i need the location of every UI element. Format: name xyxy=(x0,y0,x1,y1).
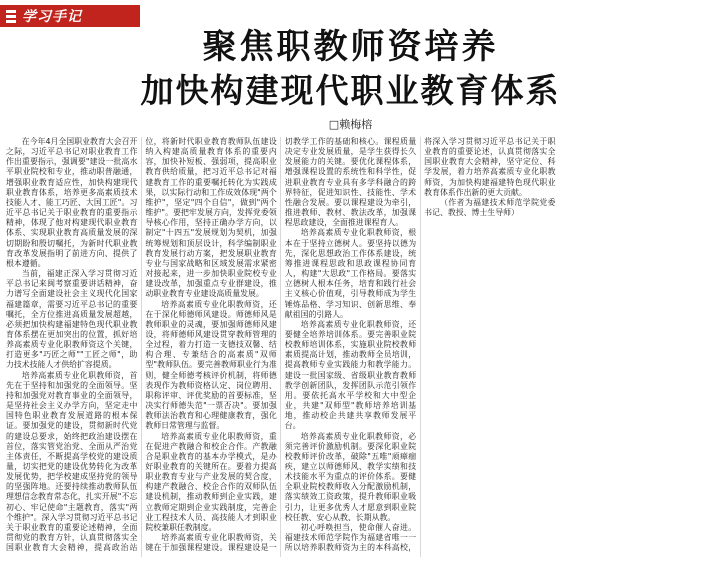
paragraph: 培养高素质专业化职教师资，重在促进产教融合和校企合作。产教融合是职业教育的基本办学模式，是办好职业教育的关键所在。要着力提高职业教育专业与产业发展的契合度，构建产教融合、校企合作的双师队伍建设机制，推动教师到企业实践，建立教师定期到企业实践制度，完善企业工程技术人员、高技能人才到职业院校兼职任教制度。 xyxy=(145,431,277,532)
paragraph: 在今年4月全国职业教育大会召开之际，习近平总书记对职业教育工作作出重要指示，强调要"建设一批高水平职业院校和专业，推动职普融通，增强职业教育适应性，加快构建现代职业教育体系，培养更多高素质技术技能人才、能工巧匠、大国工匠"。习近平总书记关于职业教育的重要指示精神，体现了他对构建现代职业教育体系、实现职业教育高质量发展的深切期盼和殷切嘱托，为新时代职业教育改革发展指明了前进方向、提供了根本遵循。 xyxy=(6,137,138,268)
article-body xyxy=(6,137,695,557)
paragraph: 培养高素质专业化职教师资，还在于深化师德师风建设。师德师风是教师职业的灵魂，要加强师德师风建设，将师德师风建设贯穿教师管理的全过程，着力打造一支德技双馨、结构合理、专兼结合的高素质"双师型"教师队伍。要完善教师职业行为准则，健全师德考核评价机制，将师德表现作为教师资格认定、岗位聘用、职称评审、评优奖励的首要标准，坚决实行师德失范"一票否决"。要加强教师法治教育和心理健康教育，强化教师日常管理与监督。 xyxy=(145,299,277,431)
paragraph: 培养高素质专业化职教师资，必须完善评价激励机制。要深化职业院校教师评价改革，破除"五唯"顽瘴痼疾，建立以师德师风、教学实绩和技术技能水平为重点的评价体系。要健全职业院校教师收入分配激励机制，落实绩效工资政策，提升教师职业吸引力，让更多优秀人才愿意到职业院校任教、安心从教、长期从教。 xyxy=(284,431,417,522)
section-tag-label: 学习手记 xyxy=(22,9,82,25)
author-note: （作者为福建技术师范学院党委书记、教授、博士生导师） xyxy=(424,197,556,218)
paragraph: 培养高素质专业化职教师资，还要健全培养培训体系。要完善职业院校教师培训体系，实施职业院校教师素质提高计划，推动教师全员培训，提高教师专业实践能力和教学能力。建设一批国家级、省级职业教育教师教学创新团队，发挥团队示范引领作用。要依托高水平学校和大中型企业，共建"双师型"教师培养培训基地，推动校企共建共享教师发展平台。 xyxy=(284,319,417,431)
byline: □赖梅榕 xyxy=(328,118,373,131)
headline-line-1: 聚焦职教师资培养 xyxy=(202,27,499,67)
paragraph: 当前，福建正深入学习贯彻习近平总书记来闽考察重要讲话精神，奋力谱写全面建设社会主义现代化国家福建篇章，需要习近平总书记的重要嘱托，全方位推进高质量发展超越，必须把加快构建福建特色现代职业教育体系摆在更加突出的位置，抓好培养高素质专业化职教师资这个关键，打造更多"巧匠之师""工匠之师"，助力技术技能人才供给扩容提质。 xyxy=(6,269,138,370)
paragraph: 培养高素质专业化职教师资，首先在于坚持和加强党的全面领导。坚持和加强党对教育事业的全面领导，是坚持社会主义办学方向，坚定走中国特色职业教育发展道路的根本保证。要加强党的建设，贯彻新时代党的建设总要求，始终把政治建设摆在首位，落实管党治党、全面从严治党主体责任，不断提高学校党的建设质量，切实把党的建设优势转化为改革发展优势，把学校建成坚持党的领导的坚强阵地。还要持续推动教师队伍理想信念教育常态化，扎实开展"不忘初心、牢记使命"主题教育，落实"两个维护"。深入学习贯彻习近平总书记关于职业教育的重要论述精神，全面贯彻党的教育方针，认真贯彻落实全国职业教育大会精神，提高政治站位，将新时代职业教育教师队伍建设纳入构建高质量教育体系的重要内容，加快补短板、强弱项，提高职业教育供给质量，把习近平总书记对福建教育工作的重要嘱托转化为实践成果，以实际行动和工作成效体现"两个维护"，坚定"四个自信"，做到"两个维护"。要把牢发展方向，发挥党委领导核心作用，坚持正确办学方向，以制定"十四五"发展规划为契机，加强统筹规划和顶层设计，科学编制职业教育发展行动方案，把发展职业教育专业与国家战略和区域发展需求紧密对接起来，进一步加快职业院校专业建设改革，加强重点专业群建设，推动职业教育专业建设高质量发展。 xyxy=(6,137,277,553)
paragraph: 培养高素质专业化职教师资，关键在于加强课程建设。课程建设是一切教学工作的基础和核心。课程质量决定专业发展质量，是学生获得长久发展能力的关键。要优化课程体系，增强课程设置的系统性和科学性，促进职业教育专业具有多学科融合的跨界特征，促进知识性、技能性、学术性融合发展。要以课程建设为牵引，推进教师、教材、教法改革，加强课程思政建设，全面推进课程育人。 xyxy=(145,137,417,553)
paragraph: 初心呼唤担当，使命催人奋进。福建技术师范学院作为福建省唯一一所以培养职教师资为主的本科高校，将深入学习贯彻习近平总书记关于职业教育的重要论述，认真贯彻落实全国职业教育大会精神，坚守定位、科学发展，着力培养高素质专业化职教师资，为加快构建福建特色现代职业教育体系作出新的更大贡献。 xyxy=(284,137,556,553)
paragraph: 培养高素质专业化职教师资，根本在于坚持立德树人。要坚持以德为先，深化思想政治工作体系建设，统筹推进课程思政和思政课程协同育人，构建"大思政"工作格局。要落实立德树人根本任务，培育和践行社会主义核心价值观，引导教师成为学生锤炼品格、学习知识、创新思维、奉献祖国的引路人。 xyxy=(284,228,417,319)
tag-bars-icon xyxy=(6,10,16,23)
headline-line-2: 加快构建现代职业教育体系 xyxy=(140,71,561,110)
section-tag xyxy=(0,5,140,27)
